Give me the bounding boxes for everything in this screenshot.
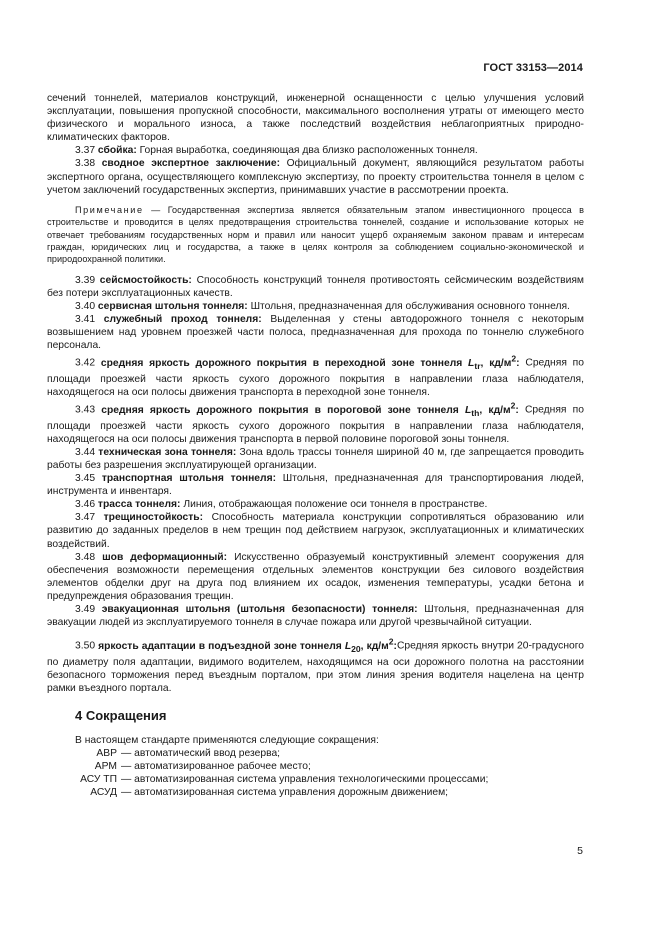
term-3-45: 3.45 транспортная штольня тоннеля: Штольня, предназначенная для транспортирования людей, инструмента и инвентаря. bbox=[47, 473, 584, 498]
note bbox=[47, 204, 584, 266]
term-3-41: 3.41 служебный проход тоннеля: Выделенная у стены автодорожного тоннеля с некоторым возвышением над уровнем проезжей части полоса, предназначенная для прохода по тоннелю служебного персонала. bbox=[47, 314, 584, 352]
section-title: 4 Сокращения bbox=[75, 708, 167, 723]
term-3-44: 3.44 техническая зона тоннеля: Зона вдоль трассы тоннеля шириной 40 м, где запрещается проводить работы без разрешения эксплуатирующей организации. bbox=[47, 446, 584, 471]
term-3-47: 3.47 трещиностойкость: Способность материала конструкции сопротивляться образованию или развитию до заданных пределов в нем трещин под действием нагрузок, эксплуатационных и климатических воздействий. bbox=[47, 512, 584, 550]
term-definition: Способность материала конструкции сопротивляться образованию или развитию до заданных пределов в нем трещин под действием нагрузок, эксплуатационных и климатических воздействий. bbox=[47, 512, 584, 550]
term-definition: Штольня, предназначенная для эвакуации людей из эксплуатируемого тоннеля в случае пожара или другой чрезвычайной ситуации. bbox=[47, 603, 584, 629]
term-definition: Способность конструкций тоннеля противостоять сейсмическим воздействиям без потери эксплуатационных качеств. bbox=[47, 274, 584, 299]
abbreviation-definition: — автоматизированная система управления технологическими процессами; bbox=[121, 774, 489, 786]
abbreviation-definition: — автоматический ввод резерва; bbox=[121, 748, 281, 760]
term-name: техническая зона тоннеля: bbox=[98, 446, 237, 458]
term-3-50: 3.50 яркость адаптации в подъездной зоне тоннеля $L_{20}$, $кд/м^2:Средняя$ яркость внутри 20-градусного по диаметру поля адаптации, видимого водителем, находящимся на оси дорожного полотна на расстоянии безопасного торможения перед въездным порталом, при этом линия зрения водителя нацелена на центр рамки въездного портала. bbox=[47, 636, 584, 694]
abbreviation-item bbox=[47, 786, 584, 799]
abbreviation: АСУ ТП bbox=[80, 774, 117, 786]
term-definition: Линия, отображающая положение оси тоннеля в пространстве. bbox=[180, 499, 488, 511]
abbreviation: АСУД bbox=[90, 787, 117, 799]
term-name: шов деформационный: bbox=[102, 551, 228, 563]
page-number: 5 bbox=[577, 845, 583, 857]
term-name: транспортная штольня тоннеля: bbox=[101, 473, 277, 485]
term-name: сервисная штольня тоннеля: bbox=[97, 300, 248, 312]
abbreviation: АВР bbox=[96, 748, 117, 760]
abbreviation-item bbox=[47, 773, 584, 786]
abbreviation-item bbox=[47, 760, 584, 773]
term-name: сбойка: bbox=[97, 145, 137, 157]
term-3-40: 3.40 сервисная штольня тоннеля: Штольня, предназначенная для обслуживания основного тоннеля. bbox=[75, 300, 570, 312]
document-body bbox=[47, 92, 584, 800]
term-name: трасса тоннеля: bbox=[97, 499, 181, 511]
term-definition: Зона вдоль трассы тоннеля шириной 40 м, где запрещается проводить работы без разрешения эксплуатирующей организации. bbox=[47, 446, 584, 471]
note-label: Примечание bbox=[75, 204, 144, 215]
term-3-46: 3.46 трасса тоннеля: Линия, отображающая положение оси тоннеля в пространстве. bbox=[75, 499, 488, 511]
paragraph-continuation: сечений тоннелей, материалов конструкций, инженерной оснащенности с целью улучшения условий эксплуатации, повышения пропускной способности, максимального восполнения утраты от имеющего место физического и морального износа, а также последствий воздействия неблагоприятных природно-климатических факторов. bbox=[47, 93, 584, 144]
term-name: сейсмостойкость: bbox=[99, 274, 192, 286]
term-name: средняя яркость дорожного покрытия в переходной зоне тоннеля $L_{tr}$, $кд/м^2$: bbox=[100, 353, 520, 371]
term-3-49: 3.49 эвакуационная штольня (штольня безопасности) тоннеля: Штольня, предназначенная для эвакуации людей из эксплуатируемого тоннеля в случае пожара или другой чрезвычайной ситуации. bbox=[47, 603, 584, 629]
term-definition: Средняя яркость внутри 20-градусного по диаметру поля адаптации, видимого водителем, находящимся на оси дорожного полотна на расстоянии безопасного торможения перед въездным порталом, при этом линия зрения водителя нацелена на центр рамки въездного портала. bbox=[47, 640, 584, 694]
term-3-48: 3.48 шов деформационный: Искусственно образуемый конструктивный элемент сооружения для обеспечения возможности перемещения отдельных элементов конструкции без силового воздействия элементов обделки друг на друга под влиянием их осадок, изменения температуры, усадки бетона и предупреждения образования трещин. bbox=[47, 551, 584, 602]
term-name: яркость адаптации в подъездной зоне тоннеля $L_{20}$, $кд/м^2$: bbox=[98, 636, 397, 654]
term-definition: Выделенная у стены автодорожного тоннеля с некоторым возвышением над уровнем проезжей части полоса, предназначенная для прохода по тоннелю служебного персонала. bbox=[47, 314, 584, 352]
term-name: средняя яркость дорожного покрытия в пороговой зоне тоннеля $L_{th}$, $кд/м^2$: bbox=[101, 400, 519, 418]
abbreviation-definition: — автоматизированное рабочее место; bbox=[121, 761, 311, 773]
term-definition: Штольня, предназначенная для обслуживания основного тоннеля. bbox=[247, 300, 570, 312]
term-name: эвакуационная штольня (штольня безопасности) тоннеля: bbox=[101, 603, 418, 615]
term-definition: Штольня, предназначенная для транспортирования людей, инструмента и инвентаря. bbox=[47, 473, 584, 498]
section-intro: В настоящем стандарте применяются следующие сокращения: bbox=[75, 735, 379, 747]
term-definition: Средняя по площади проезжей части яркость сухого дорожного покрытия в направлении глаза наблюдателя, находящегося на оси полосы движения транспорта в первой половине пороговой зоны тоннеля. bbox=[47, 404, 584, 445]
term-3-38: 3.38 сводное экспертное заключение: Официальный документ, являющийся результатом работы экспертного органа, осуществляющего комплексную экспертизу, по проекту строительства тоннеля в целом с учетом заключений государственных экспертиз, принимавших участие в рассмотрении проекта. bbox=[47, 158, 584, 196]
term-definition: Официальный документ, являющийся результатом работы экспертного органа, осуществляющего комплексную экспертизу, по проекту строительства тоннеля в целом с учетом заключений государственных экспертиз, принимавших участие в рассмотрении проекта. bbox=[47, 158, 584, 196]
term-name: сводное экспертное заключение: bbox=[101, 158, 280, 170]
term-definition: Горная выработка, соединяющая два близко расположенных тоннеля. bbox=[136, 145, 478, 157]
term-3-42: 3.42 средняя яркость дорожного покрытия в переходной зоне тоннеля $L_{tr}$, $кд/м^2$: Средняя по площади проезжей части яркость сухого дорожного покрытия в направлении глаза наблюдателя, находящегося на оси полосы движения транспорта в переходной зоне тоннеля. bbox=[47, 353, 584, 398]
term-3-37: 3.37 сбойка: Горная выработка, соединяющая два близко расположенных тоннеля. bbox=[75, 145, 478, 157]
abbreviation-definition: — автоматизированная система управления дорожным движением; bbox=[121, 787, 449, 799]
term-name: служебный проход тоннеля: bbox=[103, 314, 262, 326]
term-name: трещиностойкость: bbox=[103, 512, 204, 524]
term-definition: Искусственно образуемый конструктивный элемент сооружения для обеспечения возможности перемещения отдельных элементов конструкции без силового воздействия элементов обделки друг на друга под влиянием их осадок, изменения температуры, усадки бетона и предупреждения образования трещин. bbox=[47, 551, 584, 602]
term-definition: Средняя по площади проезжей части яркость сухого дорожного покрытия в направлении глаза наблюдателя, находящегося на оси полосы движения транспорта в переходной зоне тоннеля. bbox=[47, 357, 584, 398]
term-3-39: 3.39 сейсмостойкость: Способность конструкций тоннеля противостоять сейсмическим воздействиям без потери эксплуатационных качеств. bbox=[47, 274, 584, 299]
standard-code: ГОСТ 33153—2014 bbox=[483, 62, 583, 74]
abbreviation: АРМ bbox=[94, 761, 117, 773]
term-3-43: 3.43 средняя яркость дорожного покрытия в пороговой зоне тоннеля $L_{th}$, $кд/м^2$: Средняя по площади проезжей части яркость сухого дорожного покрытия в направлении глаза наблюдателя, находящегося на оси полосы движения транспорта в первой половине пороговой зоны тоннеля. bbox=[47, 400, 584, 445]
abbreviation-item bbox=[47, 747, 584, 760]
note-text: — Государственная экспертиза является обязательным этапом инвестиционного процесса в строительстве и проводится в целях предотвращения строительства тоннелей, создание и использование которых не отвечает требованиям государственных норм и правил или наносит ущерб охраняемым законом правам и интересам граждан, юридических лиц и государства, а также в целях контроля за соблюдением социально-экономической и природоохранной политики. bbox=[47, 204, 584, 265]
